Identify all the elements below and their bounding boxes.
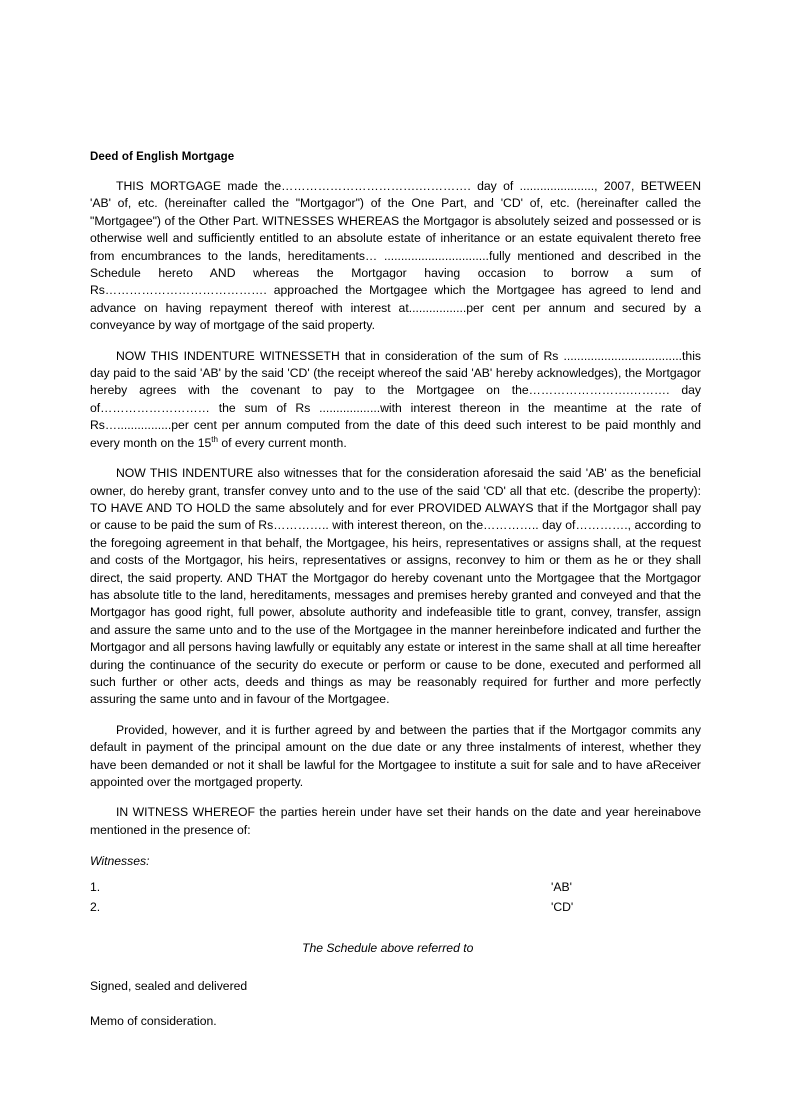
paragraph-now-this-indenture-witnesseth [90, 348, 701, 452]
witness-row [90, 879, 701, 899]
paragraph-text-before-superscript: NOW THIS INDENTURE WITNESSETH that in consideration of the sum of Rs ...................................this day paid to the said 'AB' by the said 'CD' (the receipt whereof the said 'AB' hereby acknowledges), the Mortgagor hereby agrees with the covenant to pay to the Mortgagee on the…………………….………. day of……………………… the sum of Rs ..................with interest thereon in the meantime at the rate of Rs…................per cent per annum computed from the date of this deed such interest to be paid monthly and every month on the 15 [90, 348, 701, 450]
witness-row [90, 899, 701, 919]
paragraph-this-mortgage: THIS MORTGAGE made the…………………………….…………. day of ......................, 2007, BETWEEN 'AB' of, etc. (hereinafter called the "Mortgagor") of the One Part, and 'CD' of, etc. (hereinafter called the "Mortgagee") of the Other Part. WITNESSES WHEREAS the Mortgagor is absolutely seized and possessed or is otherwise well and sufficiently entitled to an absolute estate of inheritance or an estate equivalent thereto free from encumbrances to the lands, hereditaments… ...............................fully mentioned and described in the Schedule hereto AND whereas the Mortgagor having occasion to borrow a sum of Rs…………………………………. approached the Mortgagee which the Mortgagee has agreed to lend and advance on having repayment thereof with interest at.................per cent per annum and secured by a conveyance by way of mortgage of the said property. [90, 179, 701, 333]
signatory-party-cd: 'CD' [551, 899, 574, 914]
paragraph-text-after-superscript: of every current month. [218, 435, 347, 450]
witness-number: 2. [90, 899, 101, 914]
paragraph-provided-however: Provided, however, and it is further agreed by and between the parties that if the Mortgagor commits any default in payment of the principal amount on the due date or any three instalments of interest, whether they have been demanded or not it shall be lawful for the Mortgagee to institute a suit for sale and to have aReceiver appointed over the mortgaged property. [90, 722, 701, 789]
signatory-party-ab: 'AB' [551, 879, 572, 894]
witnesses-label: Witnesses: [90, 854, 150, 869]
ordinal-superscript: th [211, 434, 218, 444]
paragraph-in-witness-whereof: IN WITNESS WHEREOF the parties herein under have set their hands on the date and year hereinabove mentioned in the presence of: [90, 805, 701, 837]
document-text-body [90, 150, 701, 1031]
signed-sealed-delivered-line: Signed, sealed and delivered [90, 979, 248, 994]
memo-of-consideration-line: Memo of consideration. [90, 1014, 217, 1029]
document-title: Deed of English Mortgage [90, 151, 235, 163]
paragraph-now-this-indenture-also: NOW THIS INDENTURE also witnesses that for the consideration aforesaid the said 'AB' as the beneficial owner, do hereby grant, transfer convey unto and to the use of the said 'CD' all that etc. (describe the property): TO HAVE AND TO HOLD the same absolutely and for ever PROVIDED ALWAYS that if the Mortgagor shall pay or cause to be paid the sum of Rs………….. with interest thereon, on the………….. day of…………., according to the foregoing agreement in that behalf, the Mortgagee, his heirs, representatives or assigns shall, at the request and costs of the Mortgagor, his heirs, representatives or assigns, reconvey to him or them as he or they shall direct, the said property. AND THAT the Mortgagor do hereby covenant unto the Mortgagee that the Mortgagor has absolute title to the land, hereditaments, messages and premises hereby granted and conveyed and that the Mortgagor has good right, full power, absolute authority and indefeasible title to grant, convey, transfer, assign and assure the same unto and to the use of the Mortgagee in the manner hereinbefore indicated and further the Mortgagor and all persons having lawfully or equitably any estate or interest in the same shall at all time hereafter during the continuance of the security do execute or perform or cause to be done, executed and performed all such further or other acts, deeds and things as may be reasonably required for further and more perfectly assuring the same unto and in favour of the Mortgagee. [90, 466, 701, 707]
witness-number: 1. [90, 879, 101, 894]
schedule-heading: The Schedule above referred to [302, 940, 474, 955]
